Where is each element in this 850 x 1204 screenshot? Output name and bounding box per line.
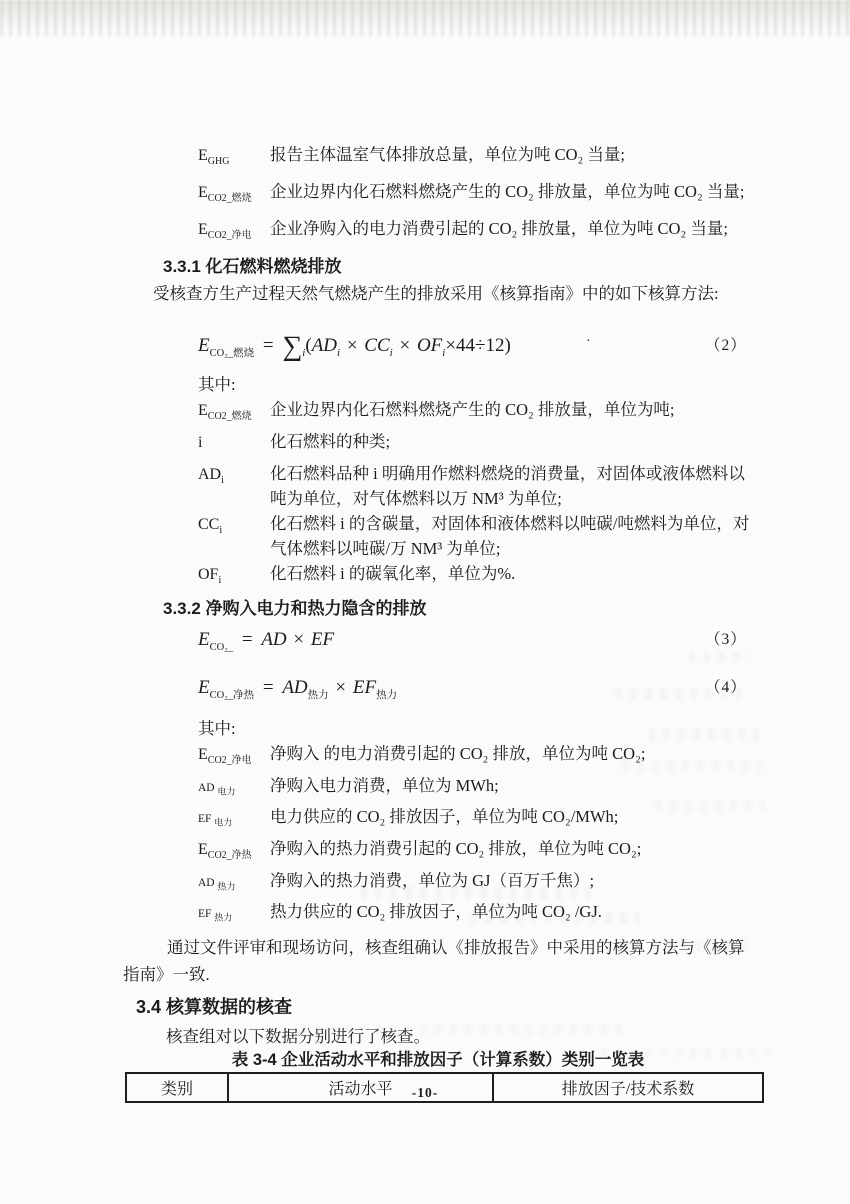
symbol-description: 企业边界内化石燃料燃烧产生的 CO₂ 排放量，单位为吨 CO₂ 当量; xyxy=(270,182,745,202)
scan-artifact xyxy=(688,652,750,662)
definition-row xyxy=(123,836,753,868)
symbol-label: EF $_{电力}$ xyxy=(198,813,233,828)
symbol-description: 电力供应的 CO₂ 排放因子，单位为吨 CO₂/MWh; xyxy=(270,807,619,827)
document-content xyxy=(123,140,753,1103)
symbol-description: 化石燃料的种类; xyxy=(270,431,391,451)
page-number: -10- xyxy=(411,1085,439,1100)
section-331-intro: 受核查方生产过程天然气燃烧产生的排放采用《核算指南》中的如下核算方法: xyxy=(153,283,719,303)
scan-artifact xyxy=(575,940,755,952)
symbol-description: 净购入电力消费，单位为 MWh; xyxy=(270,775,499,795)
symbol-description: 报告主体温室气体排放总量，单位为吨 CO₂ 当量; xyxy=(270,145,626,164)
symbol-label: $E_{CO2\_净电}$ xyxy=(198,745,252,766)
equation-number: （4） xyxy=(705,678,747,696)
definition-row xyxy=(123,461,753,511)
table-caption: 表 3-4 企业活动水平和排放因子（计算系数）类别一览表 xyxy=(231,1051,645,1070)
symbol-label: $E_{CO2\_燃烧}$ xyxy=(198,184,252,205)
definitions-formula-2 xyxy=(123,397,753,594)
symbol-description: 企业边界内化石燃料燃烧产生的 CO₂ 排放量，单位为吨; xyxy=(270,399,675,419)
formula-net-electricity: $E_{CO_2\_}$ = AD × EF （3） xyxy=(198,629,747,653)
symbol-description: 化石燃料 i 的碳氧化率，单位为%. xyxy=(270,563,516,583)
sigma-symbol: ∑ xyxy=(282,330,303,362)
definition-row xyxy=(123,561,753,593)
definition-row xyxy=(123,511,753,561)
symbol-description: 化石燃料 i 的含碳量，对固体和液体燃料以吨碳/吨燃料为单位，对气体燃料以吨碳/万 NM³ 为单位; xyxy=(270,513,750,558)
scan-artifact xyxy=(600,1048,770,1058)
symbol-description: 净购入 的电力消费引起的 CO₂ 排放，单位为吨 CO₂; xyxy=(270,743,646,763)
conclusion-paragraph: 通过文件评审和现场访问，核查组确认《排放报告》中采用的核算方法与《核算指南》一致. xyxy=(123,938,745,985)
symbol-description: 净购入的热力消费，单位为 GJ（百万千焦）; xyxy=(270,870,595,890)
definition-row xyxy=(123,140,753,177)
table-header-activity-level: 活动水平 xyxy=(228,1073,493,1102)
definition-row xyxy=(123,429,753,461)
definition-row xyxy=(123,899,753,930)
definition-row xyxy=(123,177,753,214)
section-heading-331: 3.3.1 化石燃料燃烧排放 xyxy=(163,256,342,276)
scan-artifact xyxy=(648,728,766,741)
symbol-label: i xyxy=(198,433,203,451)
symbol-label: AD $_{电力}$ xyxy=(198,781,236,797)
symbol-label: $AD_i$ xyxy=(198,465,224,487)
scan-noise-band xyxy=(0,0,850,36)
stray-dot-mark: · xyxy=(586,333,591,349)
table-header-category: 类别 xyxy=(126,1073,228,1102)
symbol-label: EF $_{热力}$ xyxy=(198,907,233,923)
scan-artifact xyxy=(622,760,762,772)
section-heading-34: 3.4 核算数据的核查 xyxy=(136,997,293,1018)
among-label: 其中: xyxy=(198,374,236,394)
scan-artifact xyxy=(615,688,745,700)
definitions-ghg-symbols xyxy=(123,140,753,252)
symbol-description: 化石燃料品种 i 明确用作燃料燃烧的消费量，对固体或液体燃料以吨为单位，对气体燃料以万 NM³ 为单位; xyxy=(270,463,745,508)
symbol-label: AD $_{热力}$ xyxy=(198,876,236,891)
symbol-label: $E_{CO2\_净热}$ xyxy=(198,840,252,861)
definition-row xyxy=(123,397,753,429)
section-heading-332: 3.3.2 净购入电力和热力隐含的排放 xyxy=(163,599,427,619)
symbol-description: 热力供应的 CO₂ 排放因子，单位为吨 CO₂ /GJ. xyxy=(270,901,602,921)
scan-artifact xyxy=(360,886,600,900)
symbol-label: $E_{CO2\_净电}$ xyxy=(198,221,252,242)
symbol-label: $OF_i$ xyxy=(198,565,222,587)
scan-artifact xyxy=(655,800,765,812)
symbol-description: 企业净购入的电力消费引起的 CO₂ 排放量，单位为吨 CO₂ 当量; xyxy=(270,219,728,239)
symbol-label: $CC_i$ xyxy=(198,515,223,537)
definition-row xyxy=(123,214,753,251)
formula-net-heat: $E_{CO_2\_净热} = AD_{热力} \times EF_{热力}$ （4） xyxy=(198,676,747,701)
equation-number: （3） xyxy=(705,631,747,649)
scan-artifact xyxy=(300,1024,630,1035)
equation-number: （2） xyxy=(705,336,747,354)
formula-co2-combustion: $E_{CO_2\_燃烧} = \sum_i(AD_i \times CC_i \times OF_i\times 44\div 12)$ · （2） xyxy=(198,325,753,367)
among-label: 其中: xyxy=(198,718,236,738)
symbol-label: $E_{GHG}$ xyxy=(198,147,230,168)
scan-artifact xyxy=(470,912,640,924)
symbol-label: $E_{CO2\_燃烧}$ xyxy=(198,401,252,422)
symbol-description: 净购入的热力消费引起的 CO₂ 排放，单位为吨 CO₂; xyxy=(270,838,642,858)
table-header-emission-factor: 排放因子/技术系数 xyxy=(493,1073,763,1102)
section-34-intro: 核查组对以下数据分别进行了核查。 xyxy=(166,1027,430,1047)
